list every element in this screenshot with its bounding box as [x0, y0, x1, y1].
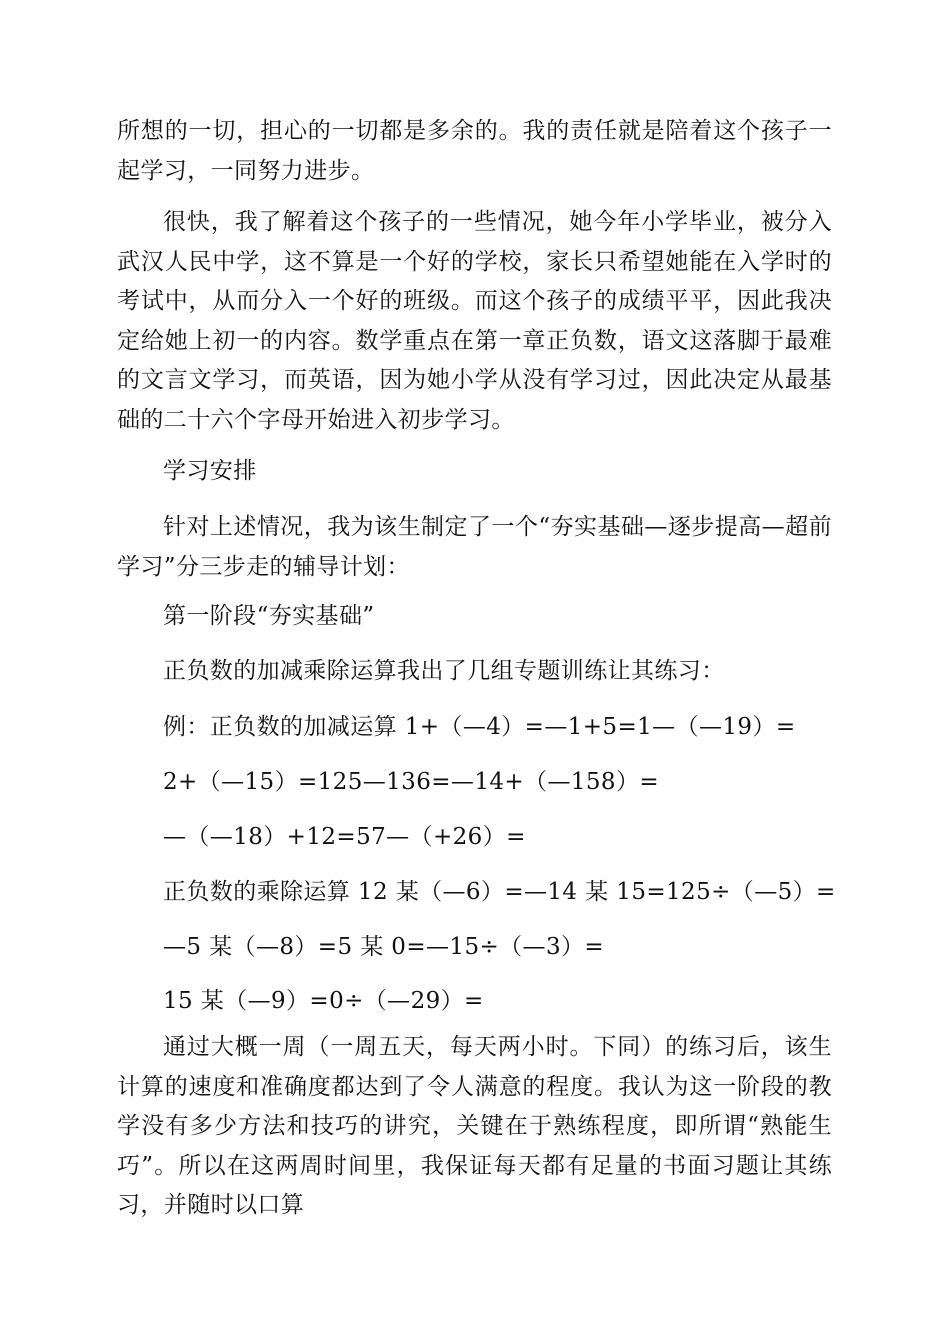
example-addition-line-3: —（—18）+12=57—（+26）= — [163, 824, 526, 850]
example-multiplication-line-2: —5 某（—8）=5 某 0=—15÷（—3）= — [163, 934, 605, 960]
example-multiplication-line-1: 正负数的乘除运算 12 某（—6）=—14 某 15=125÷（—5）= — [163, 879, 836, 905]
paragraph-practice-result: 通过大概一周（一周五天，每天两小时。下同）的练习后，该生计算的速度和准确度都达到了令人满意的程度。我认为这一阶段的教学没有多少方法和技巧的讲究，关键在于熟练程度，即所谓“熟能生巧”。所以在这两周时间里，我保证每天都有足量的书面习题让其练习，并随时以口算 — [117, 1034, 832, 1218]
paragraph-continuation: 所想的一切，担心的一切都是多余的。我的责任就是陪着这个孩子一起学习，一同努力进步。 — [117, 118, 832, 184]
paragraph-student-situation: 很快，我了解着这个孩子的一些情况，她今年小学毕业，被分入武汉人民中学，这不算是一个好的学校，家长只希望她能在入学时的考试中，从而分入一个好的班级。而这个孩子的成绩平平，因此我决定给她上初一的内容。数学重点在第一章正负数，语文这落脚于最难的文言文学习，而英语，因为她小学从没有学习过，因此决定从最基础的二十六个字母开始进入初步学习。 — [117, 209, 832, 433]
example-addition-line-1: 例：正负数的加减运算 1+（—4）=—1+5=1—（—19）= — [163, 714, 796, 740]
paragraph-plan-intro: 针对上述情况，我为该生制定了一个“夯实基础—逐步提高—超前学习”分三步走的辅导计划： — [117, 514, 832, 580]
stage-one-heading: 第一阶段“夯实基础” — [163, 603, 375, 629]
section-heading-study-plan: 学习安排 — [163, 458, 257, 484]
paragraph-exercise-intro: 正负数的加减乘除运算我出了几组专题训练让其练习： — [163, 658, 725, 684]
example-multiplication-line-3: 15 某（—9）=0÷（—29）= — [163, 988, 484, 1014]
example-addition-line-2: 2+（—15）=125—136=—14+（—158）= — [163, 769, 660, 795]
